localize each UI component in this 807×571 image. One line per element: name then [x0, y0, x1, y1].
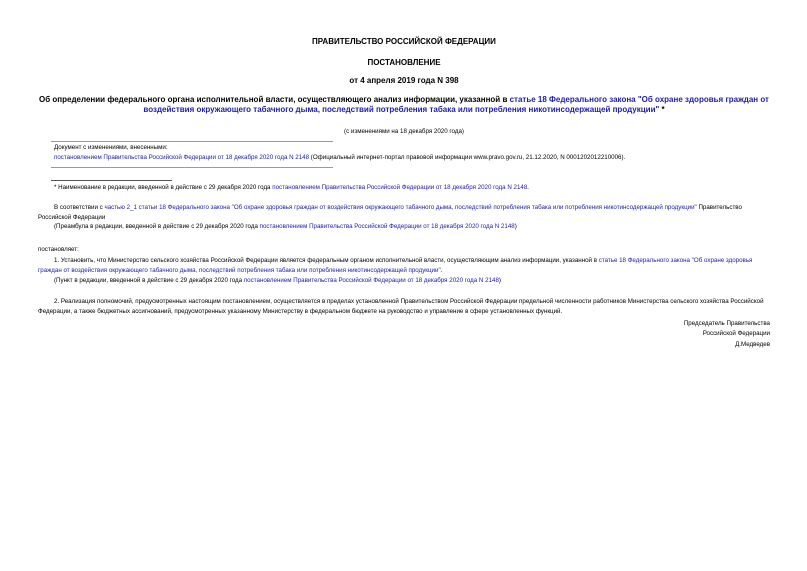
point-1-law-link[interactable]: статье 18 Федерального закона "Об охране здоровья граждан от воздействия окружающего табачного дыма, последствий потребления табака или потребления никотинсодержащей продукции": [38, 257, 753, 274]
preamble-note-text: (Преамбула в редакции, введенной в действие с 29 декабря 2020 года: [54, 223, 260, 230]
signature-position: Председатель Правительства: [683, 320, 770, 327]
footnote-divider: [51, 180, 172, 181]
signature-organization: Российской Федерации: [702, 330, 770, 337]
preamble: [38, 203, 770, 222]
title-text: Об определении федерального органа исполнительной власти, осуществляющего анализ информации, указанной в: [39, 95, 510, 104]
divider-bottom: [51, 167, 333, 168]
government-heading: ПРАВИТЕЛЬСТВО РОССИЙСКОЙ ФЕДЕРАЦИИ: [312, 37, 496, 46]
point-1-note-text: (Пункт в редакции, введенной в действие с 29 декабря 2020 года: [54, 277, 244, 284]
title-law-link[interactable]: статье 18 Федерального закона "Об охране здоровья граждан от воздействия окружающего табачного дыма, последствий потребления табака или потребления никотинсодержащей продукции": [143, 95, 769, 114]
signature-name: Д.Медведев: [735, 341, 770, 348]
point-2: 2. Реализация полномочий, предусмотренных настоящим постановлением, осуществляется в пределах установленной Правительством Российской Федерации предельной численности работников Министерства сельского хозяйства Российской Федерации, а также бюджетных ассигнований, предусмотренных указанному Министерству в федеральном бюджете на руководство и управление в сфере установленных функций.: [38, 298, 764, 315]
title-footnote-mark: *: [659, 105, 665, 114]
changes-note: (с изменениями на 18 декабря 2020 года): [344, 128, 464, 135]
preamble-note-end: ): [514, 223, 517, 230]
preamble-government: Правительство Российской Федерации: [38, 204, 742, 221]
divider-top: [51, 141, 333, 142]
resolves-label: постановляет:: [38, 246, 79, 253]
doc-changes-label: Документ с изменениями, внесенными:: [54, 144, 168, 151]
point-1-end: .: [440, 266, 443, 274]
document-type-heading: ПОСТАНОВЛЕНИЕ: [367, 58, 441, 67]
point-1-text: 1. Установить, что Министерство сельского хозяйства Российской Федерации является федеральным органом исполнительной власти, осуществляющим анализ информации, указанной в: [54, 257, 599, 264]
document-title: [38, 95, 770, 115]
doc-changes-line: [54, 153, 770, 163]
footnote-link[interactable]: постановлением Правительства Российской Федерации от 18 декабря 2020 года N 2148: [272, 184, 528, 191]
point-1-note: [54, 276, 770, 286]
point-1: [38, 256, 770, 275]
doc-changes-source: (Официальный интернет-портал правовой информации www.pravo.gov.ru, 21.12.2020, N 0001202012210006).: [309, 153, 626, 161]
footnote: [54, 183, 770, 193]
preamble-law-link[interactable]: частью 2_1 статьи 18 Федерального закона "Об охране здоровья граждан от воздействия окружающего табачного дыма, последствий потребления табака или потребления никотинсодержащей продукции": [104, 204, 697, 211]
doc-changes-link[interactable]: постановлением Правительства Российской Федерации от 18 декабря 2020 года N 2148: [54, 153, 310, 161]
doc-changes-block: [54, 143, 770, 162]
footnote-end: .: [527, 184, 530, 191]
preamble-note: [54, 222, 770, 232]
point-1-note-link[interactable]: постановлением Правительства Российской Федерации от 18 декабря 2020 года N 2148: [243, 277, 499, 284]
point-1-note-end: ): [498, 277, 501, 284]
document-date-number: от 4 апреля 2019 года N 398: [349, 76, 459, 85]
preamble-text: В соответствии с: [54, 204, 105, 211]
footnote-text: * Наименование в редакции, введенной в действие с 29 декабря 2020 года: [54, 184, 273, 191]
preamble-note-link[interactable]: постановлением Правительства Российской Федерации от 18 декабря 2020 года N 2148: [259, 223, 515, 230]
